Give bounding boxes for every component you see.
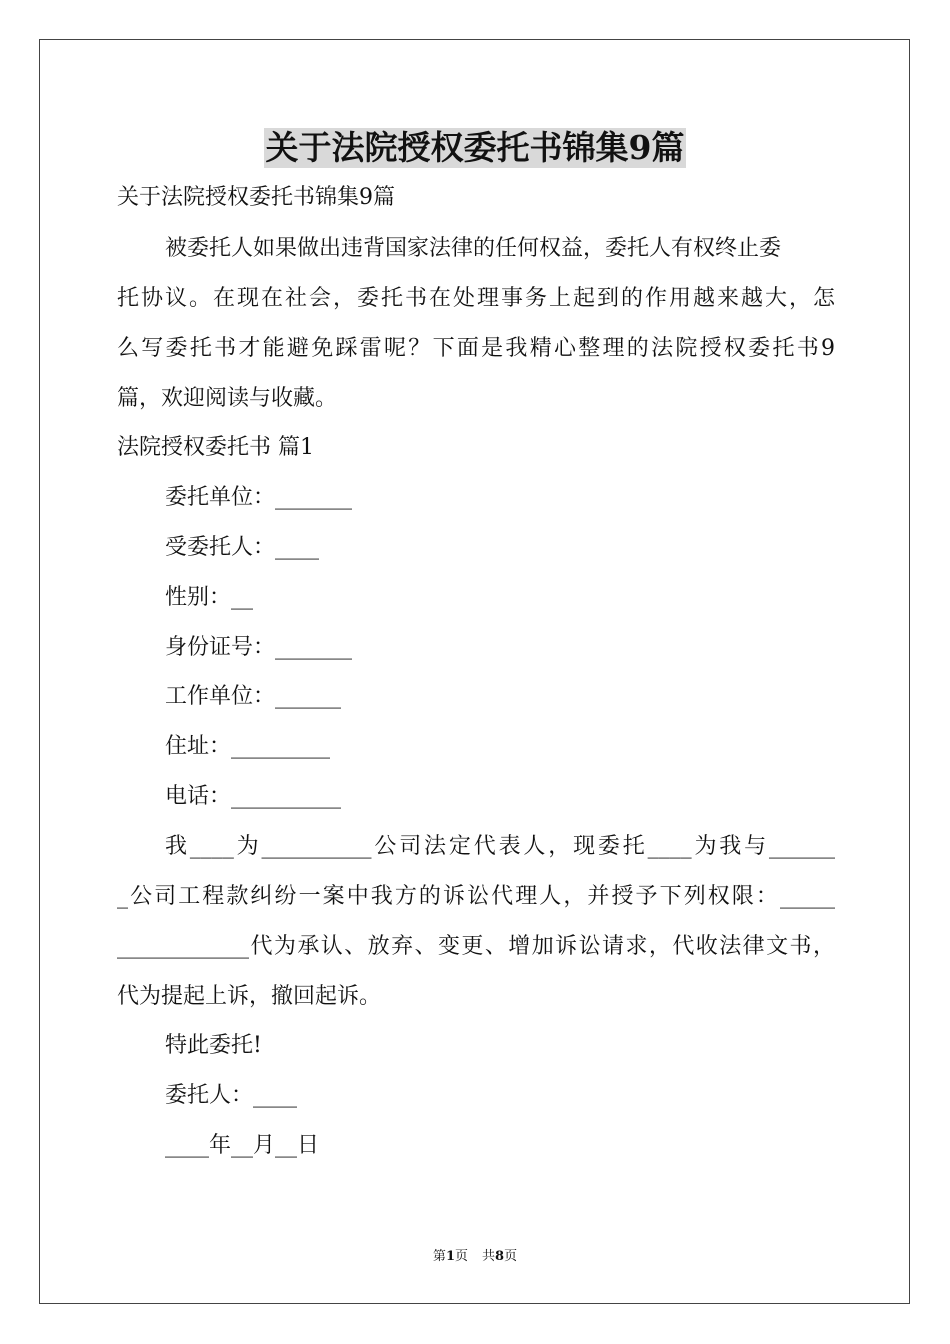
footer-page-number: 1 xyxy=(445,1249,455,1264)
intro-line-4: 篇，欢迎阅读与收藏。 xyxy=(117,386,338,411)
field-gender: 性别：__ xyxy=(165,585,254,610)
footer-total-suffix: 页 xyxy=(504,1249,518,1264)
body-line-2: _公司工程款纠纷一案中我方的诉讼代理人，并授予下列权限：_____ xyxy=(117,884,835,909)
body-line-3: ____________代为承认、放弃、变更、增加诉讼请求，代收法律文书， xyxy=(117,934,835,959)
page-footer xyxy=(0,1248,950,1266)
body-line-1: 我____为__________公司法定代表人，现委托____为我与______ xyxy=(165,834,835,859)
footer-page-suffix: 页 xyxy=(454,1249,468,1264)
document-title: 关于法院授权委托书锦集9篇 xyxy=(265,128,685,167)
field-phone: 电话：__________ xyxy=(165,784,342,809)
field-entrusting-unit: 委托单位：_______ xyxy=(165,485,353,510)
title-container xyxy=(0,128,950,168)
footer-total-number: 8 xyxy=(495,1249,505,1264)
intro-line-2: 托协议。在现在社会，委托书在处理事务上起到的作用越来越大，怎 xyxy=(117,286,835,311)
page-frame xyxy=(39,39,910,1304)
intro-line-1: 被委托人如果做出违背国家法律的任何权益，委托人有权终止委 xyxy=(165,236,782,261)
body-line-4: 代为提起上诉，撤回起诉。 xyxy=(117,984,382,1009)
intro-line-3: 么写委托书才能避免踩雷呢？下面是我精心整理的法院授权委托书9 xyxy=(117,336,835,361)
date-line: ____年__月__日 xyxy=(165,1133,320,1158)
field-address: 住址：_________ xyxy=(165,734,331,759)
field-work-unit: 工作单位：______ xyxy=(165,684,342,709)
closing-text: 特此委托! xyxy=(165,1033,262,1058)
signature-line: 委托人：____ xyxy=(165,1083,298,1108)
footer-page-prefix: 第 xyxy=(432,1249,446,1264)
field-agent: 受委托人：____ xyxy=(165,535,320,560)
footer-total-prefix: 共 xyxy=(482,1249,496,1264)
field-id-number: 身份证号：_______ xyxy=(165,635,353,660)
section-heading: 法院授权委托书 篇1 xyxy=(117,435,314,460)
document-subtitle: 关于法院授权委托书锦集9篇 xyxy=(117,185,395,210)
